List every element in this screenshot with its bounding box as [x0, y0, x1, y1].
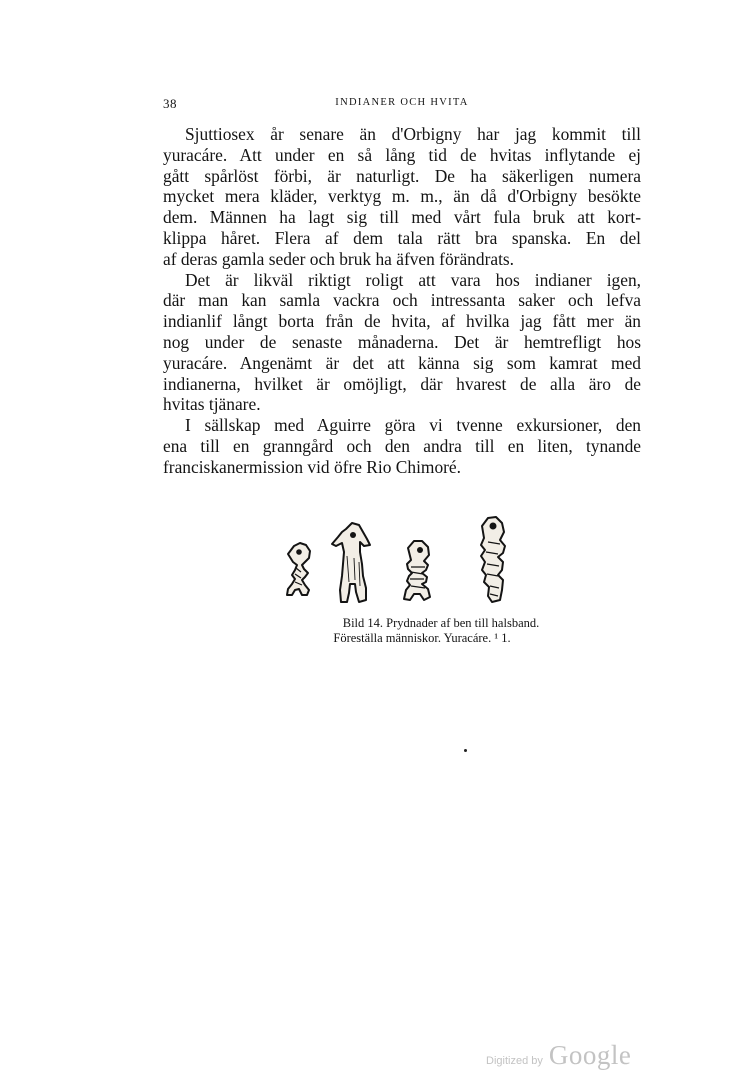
text-line: yuracáre. Angenämt är det att känna sig som kamrat med — [163, 352, 641, 373]
text-line: nog under de senaste månaderna. Det är hemtrefligt hos — [163, 331, 641, 352]
bone-figurine — [404, 541, 430, 600]
text-line: dem. Männen ha lagt sig till med vårt fula bruk att kort- — [163, 207, 641, 228]
text-line: yuracáre. Att under en så lång tid de hvitas inflytande ej — [163, 144, 641, 165]
speck — [464, 749, 467, 752]
google-logo: Google — [548, 1040, 632, 1070]
bone-figurine — [481, 517, 505, 602]
page-number: 38 — [163, 96, 177, 111]
text-line: där man kan samla vackra och intressanta saker och lefva — [163, 290, 641, 311]
text-line: I sällskap med Aguirre göra vi tvenne exkursioner, den — [185, 415, 641, 436]
text-line: gått spårlöst förbi, är naturligt. De ha säkerligen numera — [163, 165, 641, 186]
figure-illustration — [280, 512, 520, 612]
page-header — [163, 96, 641, 112]
google-watermark — [486, 1040, 631, 1071]
watermark-prefix: Digitized by — [486, 1055, 543, 1067]
text-line: indianerna, hvilket är omöjligt, där hvarest de alla äro de — [163, 373, 641, 394]
text-line: klippa håret. Flera af dem tala rätt bra spanska. En del — [163, 227, 641, 248]
text-line: ena till en granngård och den andra till en liten, tynande — [163, 435, 641, 456]
caption-line: Föreställa människor. Yuracáre. ¹ 1. — [333, 631, 511, 645]
text-line: franciskanermission vid öfre Rio Chimoré. — [163, 456, 461, 477]
text-line: Det är likväl riktigt roligt att vara hos indianer igen, — [185, 269, 641, 290]
body-text — [163, 124, 641, 478]
text-line: indianlif långt borta från de hvita, af hvilka jag fått mer än — [163, 311, 641, 332]
running-title: INDIANER OCH HVITA — [335, 97, 469, 108]
figure-caption — [163, 616, 641, 646]
text-line: mycket mera kläder, verktyg m. m., än då d'Orbigny besökte — [163, 186, 641, 207]
text-line: af deras gamla seder och bruk ha äfven förändrats. — [163, 248, 515, 269]
text-line: hvitas tjänare. — [163, 394, 261, 415]
figure-bone-ornaments — [280, 512, 520, 612]
caption-line: Bild 14. Prydnader af ben till halsband. — [342, 616, 540, 630]
text-line: Sjuttiosex år senare än d'Orbigny har jag kommit till — [185, 124, 641, 144]
